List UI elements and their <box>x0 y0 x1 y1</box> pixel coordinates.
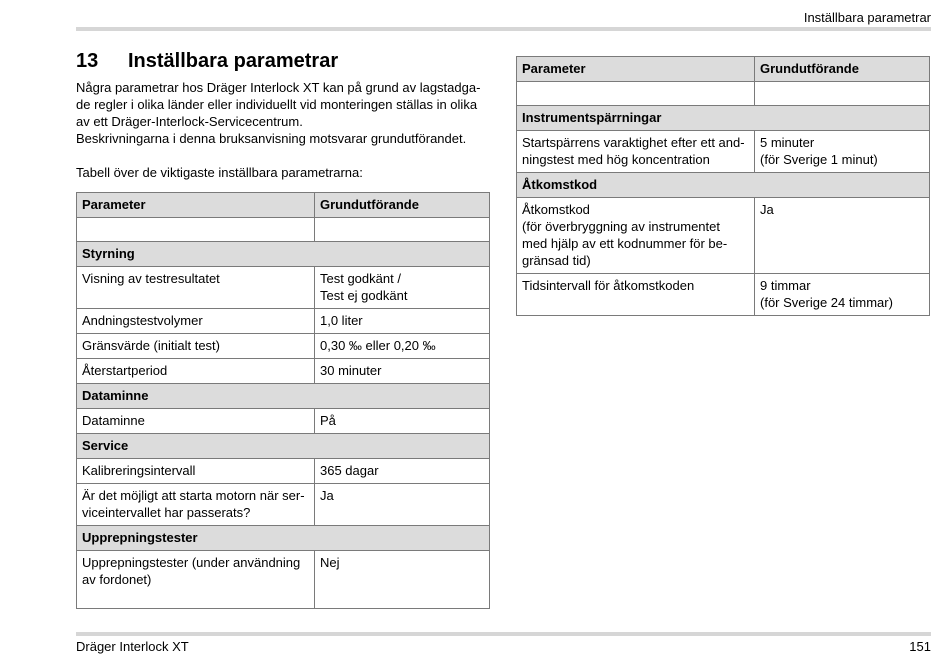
param-cell: Dataminne <box>77 409 315 434</box>
default-cell: Nej <box>315 551 490 609</box>
col-header-default: Grundutförande <box>315 193 490 218</box>
default-cell: Test godkänt / Test ej godkänt <box>315 267 490 309</box>
intro-line: de regler i olika länder eller individuellt vid monteringen ställas in olika <box>76 97 478 112</box>
table-row <box>517 198 930 274</box>
table-row <box>77 484 490 526</box>
default-cell: 0,30 ‰ eller 0,20 ‰ <box>315 334 490 359</box>
param-cell: Tidsintervall för åtkomstkoden <box>517 274 755 316</box>
param-cell: Kalibreringsintervall <box>77 459 315 484</box>
table-row-empty <box>517 82 930 106</box>
param-cell: Upprepningstester (under användning av fordonet) <box>77 551 315 609</box>
col-header-default: Grundutförande <box>755 57 930 82</box>
table-header-row <box>77 193 490 218</box>
parameters-table-right <box>516 56 930 316</box>
table-row-empty <box>77 218 490 242</box>
table-row <box>77 334 490 359</box>
table-row <box>77 359 490 384</box>
default-cell: 5 minuter (för Sverige 1 minut) <box>755 131 930 173</box>
default-cell: Ja <box>755 198 930 274</box>
section-row-service: Service <box>77 434 490 459</box>
default-cell: 365 dagar <box>315 459 490 484</box>
default-cell: 30 minuter <box>315 359 490 384</box>
default-cell: På <box>315 409 490 434</box>
default-cell: 9 timmar (för Sverige 24 timmar) <box>755 274 930 316</box>
table-row <box>77 409 490 434</box>
header-divider <box>76 27 931 31</box>
intro-text <box>76 79 496 181</box>
chapter-heading <box>76 50 338 73</box>
section-row-styrning: Styrning <box>77 242 490 267</box>
default-cell: Ja <box>315 484 490 526</box>
intro-line: Några parametrar hos Dräger Interlock XT kan på grund av lagstadga- <box>76 80 481 95</box>
param-cell: Visning av testresultatet <box>77 267 315 309</box>
table-row <box>77 309 490 334</box>
col-header-parameter: Parameter <box>77 193 315 218</box>
intro-line: Beskrivningarna i denna bruksanvisning motsvarar grundutförandet. <box>76 131 467 146</box>
default-cell: 1,0 liter <box>315 309 490 334</box>
intro-line: av ett Dräger-Interlock-Servicecentrum. <box>76 114 303 129</box>
table-row <box>77 459 490 484</box>
table-row <box>77 267 490 309</box>
section-row-instrument: Instrumentspärrningar <box>517 106 930 131</box>
chapter-title: Inställbara parametrar <box>128 50 339 72</box>
parameters-table-left <box>76 192 490 609</box>
running-header: Inställbara parametrar <box>803 10 931 25</box>
table-caption: Tabell över de viktigaste inställbara parametrarna: <box>76 165 363 180</box>
table-row <box>517 274 930 316</box>
footer-product: Dräger Interlock XT <box>76 639 189 654</box>
section-row-atkomstkod: Åtkomstkod <box>517 173 930 198</box>
table-row <box>517 131 930 173</box>
chapter-number: 13 <box>76 50 99 72</box>
section-row-upprepning: Upprepningstester <box>77 526 490 551</box>
col-header-parameter: Parameter <box>517 57 755 82</box>
param-cell: Är det möjligt att starta motorn när ser- viceintervallet har passerats? <box>77 484 315 526</box>
page-number: 151 <box>909 639 931 654</box>
param-cell: Återstartperiod <box>77 359 315 384</box>
param-cell: Andningstestvolymer <box>77 309 315 334</box>
table-row <box>77 551 490 609</box>
table-header-row <box>517 57 930 82</box>
param-cell: Startspärrens varaktighet efter ett and- ningstest med hög koncentration <box>517 131 755 173</box>
section-row-dataminne: Dataminne <box>77 384 490 409</box>
param-cell: Gränsvärde (initialt test) <box>77 334 315 359</box>
footer-divider <box>76 632 931 636</box>
param-cell: Åtkomstkod (för överbryggning av instrumentet med hjälp av ett kodnummer för be- gränsad tid) <box>517 198 755 274</box>
